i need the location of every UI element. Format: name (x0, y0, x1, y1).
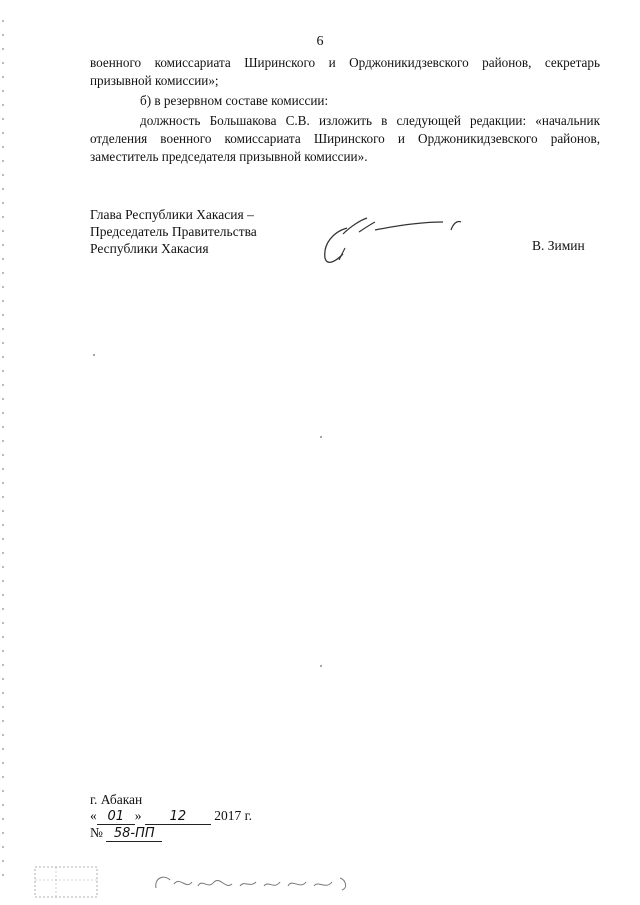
scan-speck (320, 665, 322, 667)
date-quote-open: « (90, 808, 97, 823)
issue-place: г. Абакан (90, 792, 143, 807)
signatory-name: В. Зимин (532, 238, 585, 253)
number-value: 58-ПП (106, 825, 162, 842)
page-number: 6 (316, 34, 324, 49)
paragraph-reserve-position: должность Большакова С.В. изложить в следующей редакции: «начальник отделения военного комиссариата Ширинского и Орджоникидзевского районов, заместитель председателя призывной комиссии». (90, 113, 600, 164)
signatory-title-line-2: Председатель Правительства (90, 224, 257, 239)
signatory-title-line-1: Глава Республики Хакасия – (90, 207, 254, 222)
date-day: 01 (97, 808, 135, 825)
signatory-title-line-3: Республики Хакасия (90, 241, 209, 256)
handwritten-signature (315, 210, 475, 270)
registration-stamp (34, 866, 98, 898)
document-number (90, 825, 162, 842)
date-year: 2017 г. (214, 808, 253, 823)
date-month: 12 (145, 808, 211, 825)
scan-speck (320, 436, 322, 438)
date-quote-close: » (134, 808, 142, 823)
paragraph-reserve-heading: б) в резервном составе комиссии: (140, 93, 329, 108)
paragraph-continuation: военного комиссариата Ширинского и Орджоникидзевского районов, секретарь призывной комиссии»; (90, 55, 600, 88)
scan-speck (93, 354, 95, 356)
handwritten-note (150, 868, 360, 898)
signatory-title (90, 206, 257, 257)
number-label: № (90, 825, 103, 840)
issue-date (90, 808, 252, 825)
scan-edge-marks (2, 20, 4, 880)
